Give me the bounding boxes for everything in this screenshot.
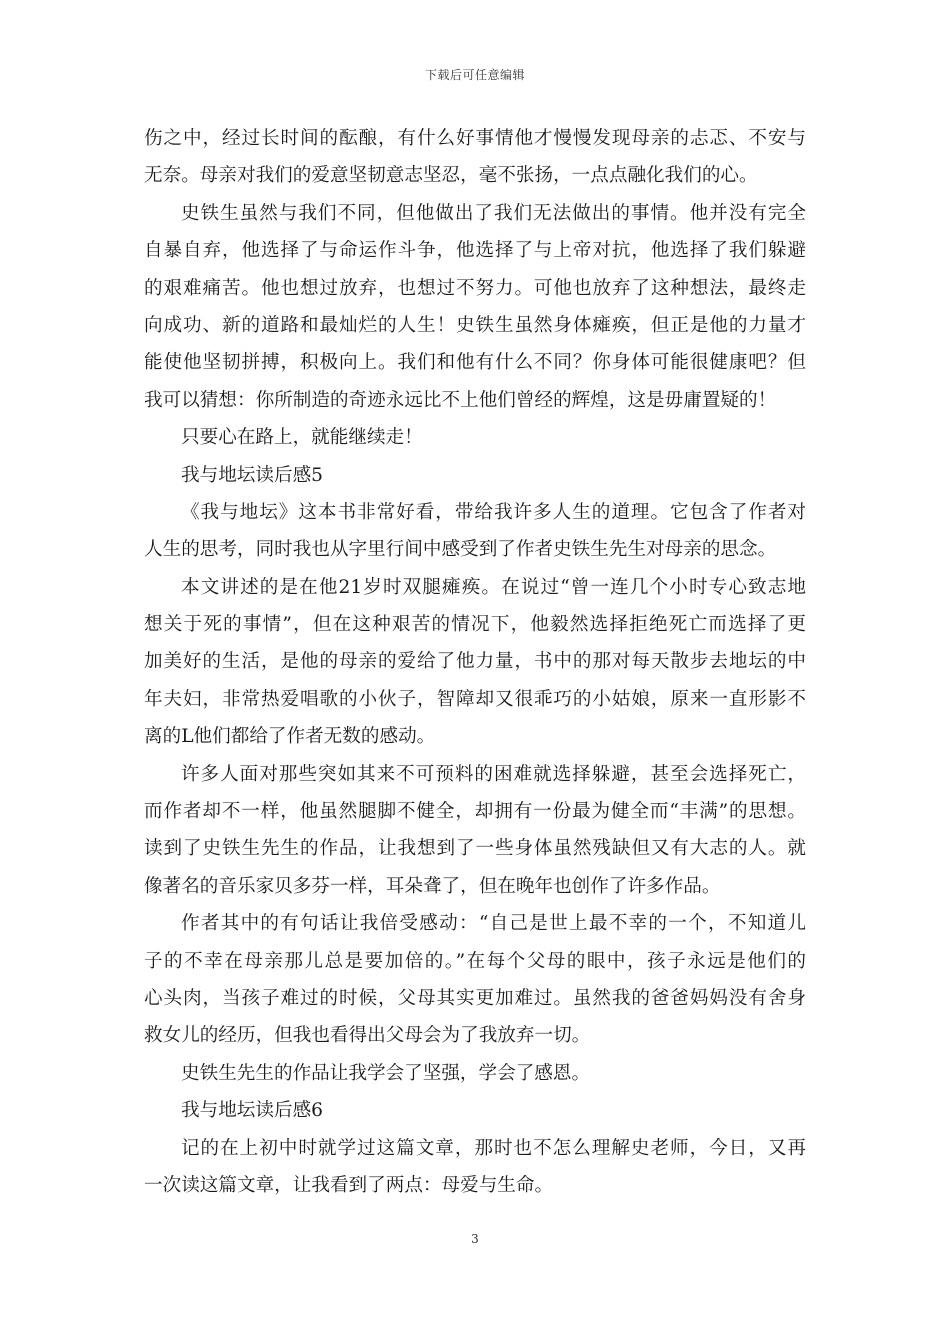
text-line: 记的在上初中时就学过这篇文章，那时也不怎么理解史老师，今日，又再 [181, 1137, 806, 1159]
text-line: 加美好的生活，是他的母亲的爱给了他力量，书中的那对每天散步去地坛的中 [144, 651, 806, 673]
text-line: 史铁生虽然与我们不同，但他做出了我们无法做出的事情。他并没有完全 [181, 202, 806, 224]
text-line: 一次读这篇文章，让我看到了两点：母爱与生命。 [144, 1174, 554, 1196]
text-line: 离的L他们都给了作者无数的感动。 [144, 726, 436, 748]
text-line: 人生的思考，同时我也从字里行间中感受到了作者史铁生先生对母亲的思念。 [144, 539, 777, 561]
text-line: 本文讲述的是在他21岁时双腿瘫痪。在说过“曾一连几个小时专心致志地 [181, 576, 806, 598]
text-line: 自暴自弃，他选择了与命运作斗争，他选择了与上帝对抗，他选择了我们躲避 [144, 240, 806, 262]
section-heading: 我与地坛读后感6 [181, 1100, 323, 1122]
text-line: 的艰难痛苦。他也想过放弃，也想过不努力。可他也放弃了这种想法，最终走 [144, 277, 806, 299]
text-line: 读到了史铁生先生的作品，让我想到了一些身体虽然残缺但又有大志的人。就 [144, 838, 806, 860]
text-line: 像著名的音乐家贝多芬一样，耳朵聋了，但在晚年也创作了许多作品。 [144, 875, 721, 897]
page-header: 下载后可任意编辑 [424, 68, 525, 82]
text-line: 心头肉，当孩子难过的时候，父母其实更加难过。虽然我的爸爸妈妈没有舍身 [144, 987, 806, 1009]
text-line: 作者其中的有句话让我倍受感动：“自己是世上最不幸的一个，不知道儿 [181, 913, 806, 935]
page-number: 3 [471, 1232, 479, 1246]
text-line: 《我与地坛》这本书非常好看，带给我许多人生的道理。它包含了作者对 [181, 501, 806, 523]
text-line: 伤之中，经过长时间的酝酿，有什么好事情他才慢慢发现母亲的忐忑、不安与 [144, 128, 806, 149]
text-line: 向成功、新的道路和最灿烂的人生！史铁生虽然身体瘫痪，但正是他的力量才 [144, 314, 806, 336]
text-line: 想关于死的事情”，但在这种艰苦的情况下，他毅然选择拒绝死亡而选择了更 [144, 614, 806, 636]
text-line: 我可以猜想：你所制造的奇迹永远比不上他们曾经的辉煌，这是毋庸置疑的！ [144, 389, 777, 411]
text-line: 史铁生先生的作品让我学会了坚强，学会了感恩。 [181, 1062, 591, 1084]
text-line: 年夫妇，非常热爱唱歌的小伙子，智障却又很乖巧的小姑娘，原来一直形影不 [144, 688, 806, 710]
text-line: 子的不幸在母亲那儿总是要加倍的。”在每个父母的眼中，孩子永远是他们的 [144, 950, 806, 972]
document-body [144, 120, 806, 1204]
section-heading: 我与地坛读后感5 [181, 464, 323, 486]
text-line: 许多人面对那些突如其来不可预料的困难就选择躲避，甚至会选择死亡， [181, 763, 806, 785]
text-line: 只要心在路上，就能继续走！ [181, 427, 423, 449]
text-line: 无奈。母亲对我们的爱意坚韧意志坚忍，毫不张扬，一点点融化我们的心。 [144, 165, 758, 187]
text-line: 而作者却不一样，他虽然腿脚不健全，却拥有一份最为健全而“丰满”的思想。 [144, 801, 806, 823]
text-line: 救女儿的经历，但我也看得出父母会为了我放弃一切。 [144, 1025, 591, 1047]
text-line: 能使他坚韧拼搏，积极向上。我们和他有什么不同？你身体可能很健康吧？但 [144, 352, 806, 374]
